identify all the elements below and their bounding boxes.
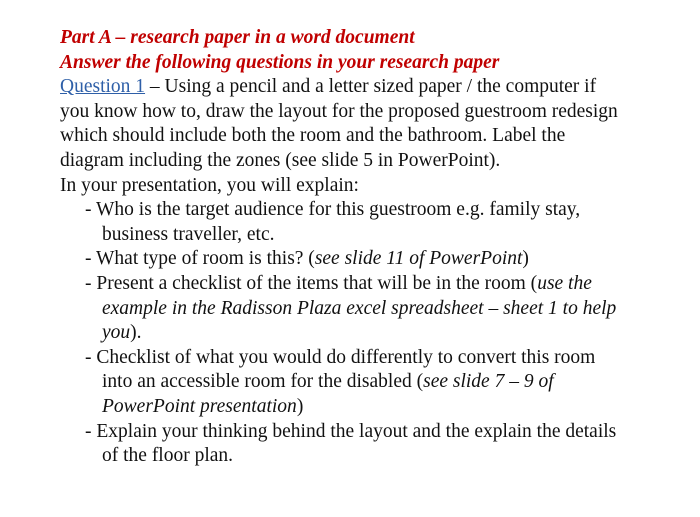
- presentation-list: [60, 198, 620, 469]
- list-item: [60, 247, 620, 272]
- presentation-intro: In your presentation, you will explain:: [60, 174, 359, 196]
- part-title: Part A – research paper in a word document: [60, 27, 415, 48]
- list-item: [60, 198, 620, 247]
- instructions-subtitle: Answer the following questions in your research paper: [60, 51, 500, 73]
- question-1-link[interactable]: Question 1: [60, 76, 146, 98]
- list-item-reference: use the example in the Radisson Plaza excel spreadsheet – sheet 1 to help you: [102, 272, 617, 344]
- list-item: [60, 272, 620, 346]
- list-item-text: - What type of room is this? (: [85, 248, 315, 270]
- list-item-text: - Checklist of what you would do differently to convert this room into an accessible room for the disabled (: [85, 346, 596, 393]
- list-item-reference: see slide 11 of PowerPoint: [314, 248, 523, 270]
- question-1-text: – Using a pencil and a letter sized paper / the computer if you know how to, draw the layout for the proposed guestroom redesign which should include both the room and the bathroom. Label the diagram including the zones (see slide 5 in PowerPoint).: [60, 76, 618, 171]
- list-item-close: ).: [130, 322, 142, 344]
- list-item-close: ): [296, 395, 304, 417]
- list-item: [60, 420, 620, 469]
- list-item-text: - Present a checklist of the items that will be in the room (: [85, 272, 538, 294]
- list-item-text: - Who is the target audience for this guestroom e.g. family stay, business traveller, etc.: [85, 199, 581, 245]
- list-item-text: - Explain your thinking behind the layout and the explain the details of the floor plan.: [85, 420, 617, 467]
- list-item: [60, 346, 620, 420]
- document-page: [60, 26, 620, 469]
- question-paragraph: [60, 75, 620, 173]
- list-item-reference: see slide 7 – 9 of PowerPoint presentation: [102, 371, 554, 417]
- list-item-close: ): [522, 248, 529, 270]
